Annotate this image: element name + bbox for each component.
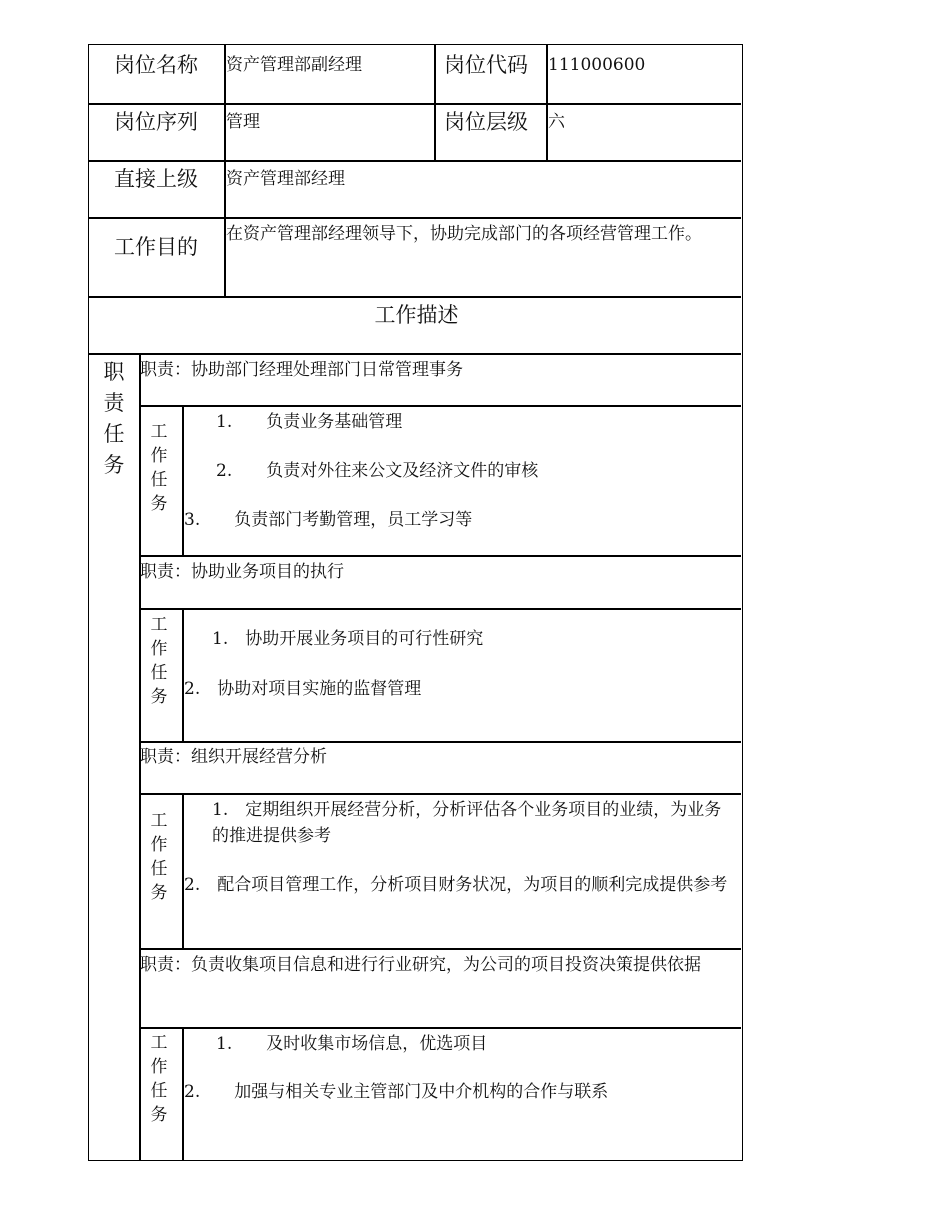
work-description-heading: 工作描述 bbox=[374, 303, 459, 327]
task-char: 工 bbox=[150, 811, 168, 831]
task-char: 作 bbox=[150, 1057, 168, 1077]
task-label bbox=[147, 809, 171, 905]
col-divider bbox=[182, 793, 184, 948]
task-char: 任 bbox=[150, 859, 168, 879]
task-char: 任 bbox=[150, 663, 168, 683]
work-purpose-label: 工作目的 bbox=[114, 235, 198, 259]
position-name-label: 岗位名称 bbox=[114, 53, 198, 77]
row-divider bbox=[89, 353, 741, 355]
side-char: 务 bbox=[103, 453, 125, 477]
task-item: 2. 负责对外往来公文及经济文件的审核 bbox=[216, 461, 539, 481]
task-char: 工 bbox=[150, 422, 168, 442]
position-level-label: 岗位层级 bbox=[444, 110, 528, 134]
task-char: 作 bbox=[150, 835, 168, 855]
job-description-table bbox=[88, 44, 743, 1161]
task-char: 务 bbox=[150, 883, 168, 903]
position-series-value: 管理 bbox=[226, 112, 260, 132]
duties-side-label bbox=[99, 357, 129, 481]
task-item: 2. 配合项目管理工作，分析项目财务状况，为项目的顺利完成提供参考 bbox=[184, 875, 728, 895]
position-level-value: 六 bbox=[548, 112, 565, 132]
row-divider bbox=[139, 608, 741, 610]
task-char: 务 bbox=[150, 494, 168, 514]
position-name-value: 资产管理部副经理 bbox=[226, 55, 362, 75]
position-code-label: 岗位代码 bbox=[444, 53, 528, 77]
task-item: 2. 加强与相关专业主管部门及中介机构的合作与联系 bbox=[184, 1082, 609, 1102]
task-label bbox=[147, 613, 171, 709]
task-char: 工 bbox=[150, 1033, 168, 1053]
task-char: 任 bbox=[150, 1081, 168, 1101]
task-char: 任 bbox=[150, 470, 168, 490]
task-item: 1. 定期组织开展经营分析，分析评估各个业务项目的业绩，为业务的推进提供参考 bbox=[212, 800, 722, 846]
row-divider bbox=[89, 296, 741, 298]
row-divider bbox=[139, 948, 741, 950]
row-divider bbox=[139, 555, 741, 557]
row-divider bbox=[139, 1027, 741, 1029]
side-char: 任 bbox=[103, 422, 125, 446]
side-char: 责 bbox=[103, 391, 125, 415]
position-code-value: 111000600 bbox=[548, 55, 646, 75]
row-divider bbox=[139, 741, 741, 743]
task-item: 1. 及时收集市场信息，优选项目 bbox=[216, 1034, 488, 1054]
task-char: 作 bbox=[150, 639, 168, 659]
direct-superior-value: 资产管理部经理 bbox=[226, 169, 345, 189]
row-divider bbox=[89, 160, 741, 162]
duty-title: 职责：协助部门经理处理部门日常管理事务 bbox=[140, 360, 463, 380]
row-divider bbox=[89, 217, 741, 219]
side-char: 职 bbox=[103, 360, 125, 384]
duty-title: 职责：组织开展经营分析 bbox=[140, 747, 327, 767]
col-divider bbox=[182, 608, 184, 741]
task-char: 务 bbox=[150, 687, 168, 707]
task-char: 作 bbox=[150, 446, 168, 466]
duty-title: 职责：负责收集项目信息和进行行业研究，为公司的项目投资决策提供依据 bbox=[140, 955, 701, 975]
task-char: 工 bbox=[150, 615, 168, 635]
duty-title: 职责：协助业务项目的执行 bbox=[140, 562, 344, 582]
row-divider bbox=[89, 103, 741, 105]
task-item: 2. 协助对项目实施的监督管理 bbox=[184, 679, 422, 699]
task-item: 1. 协助开展业务项目的可行性研究 bbox=[212, 629, 484, 649]
task-item: 3. 负责部门考勤管理，员工学习等 bbox=[184, 510, 473, 530]
direct-superior-label: 直接上级 bbox=[114, 167, 198, 191]
task-label bbox=[147, 1031, 171, 1127]
work-purpose-value: 在资产管理部经理领导下，协助完成部门的各项经营管理工作。 bbox=[226, 224, 702, 244]
row-divider bbox=[139, 793, 741, 795]
col-divider bbox=[434, 45, 436, 160]
task-item: 1. 负责业务基础管理 bbox=[216, 412, 403, 432]
task-label bbox=[147, 420, 171, 516]
position-series-label: 岗位序列 bbox=[114, 110, 198, 134]
task-char: 务 bbox=[150, 1105, 168, 1125]
row-divider bbox=[139, 405, 741, 407]
